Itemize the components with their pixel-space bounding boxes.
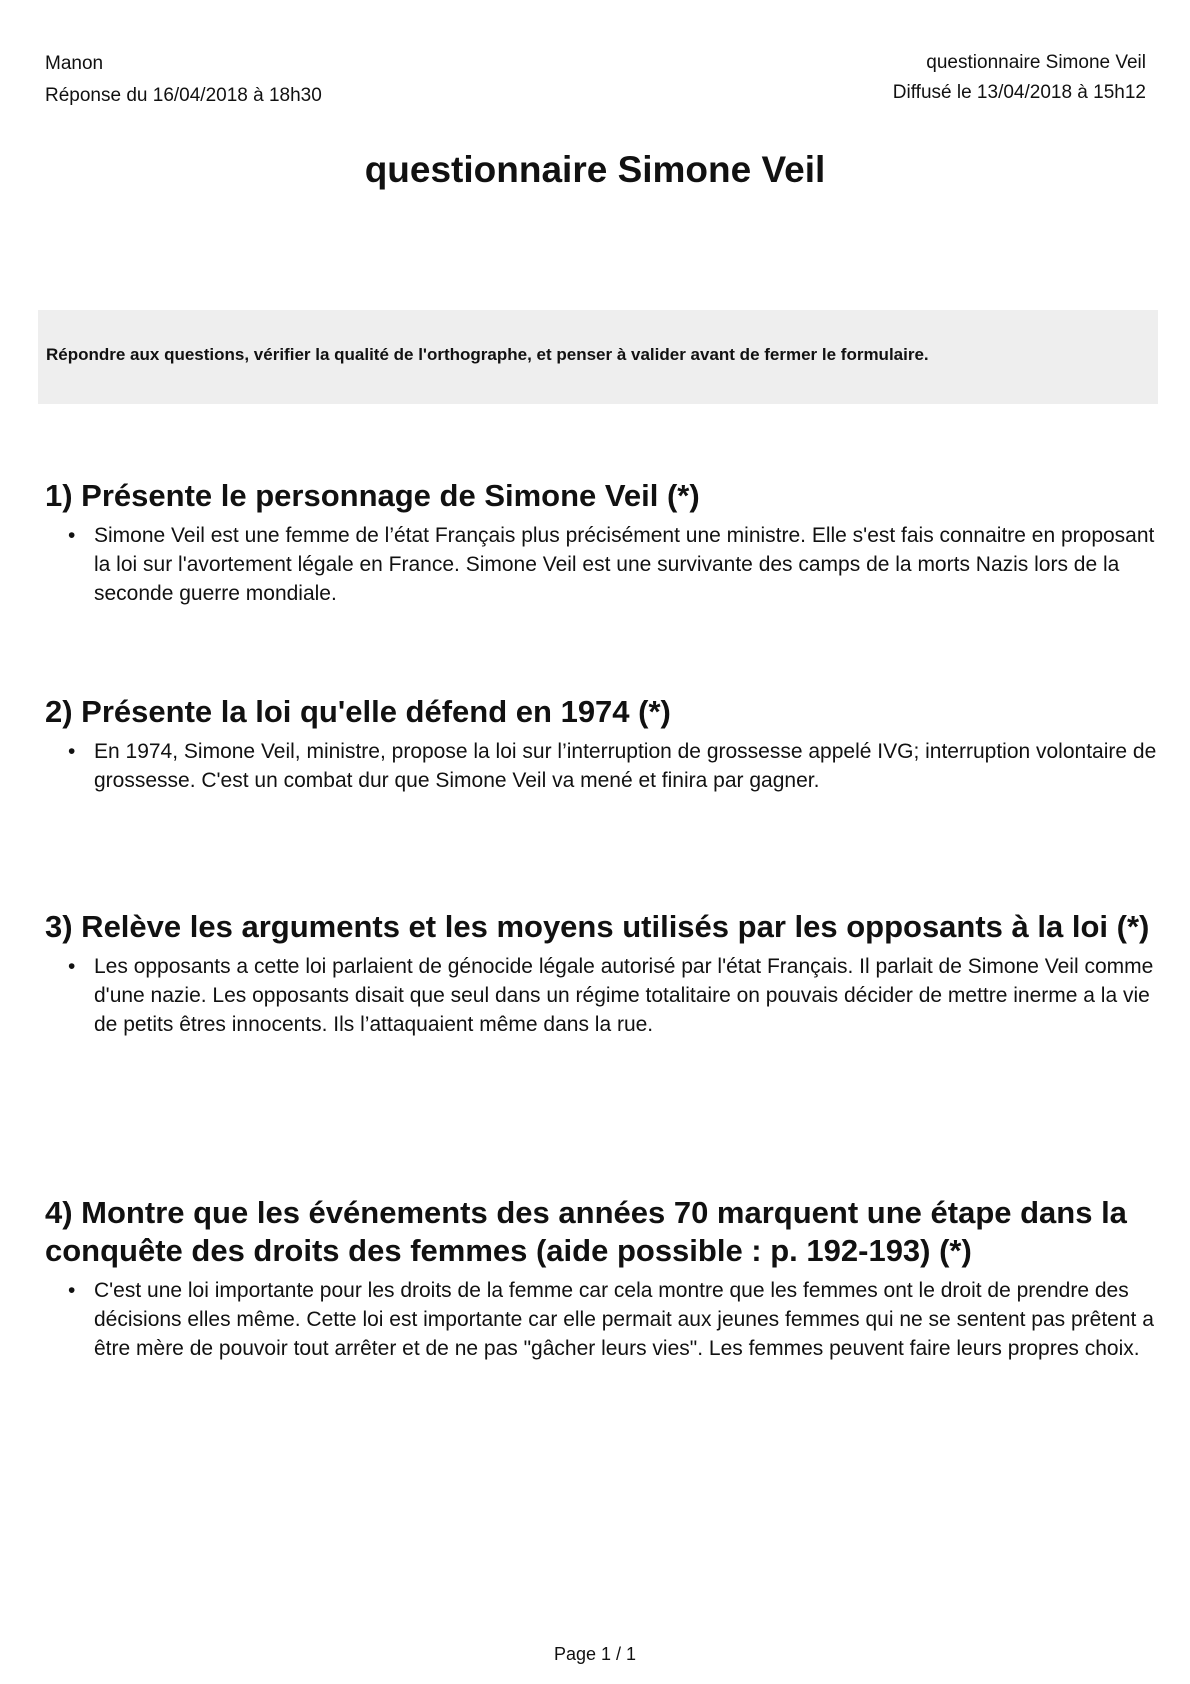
form-name: questionnaire Simone Veil [926, 52, 1146, 73]
question-title: 3) Relève les arguments et les moyens utilisés par les opposants à la loi (*) [45, 909, 1150, 944]
response-date: Réponse du 16/04/2018 à 18h30 [45, 85, 322, 106]
answer-text: Simone Veil est une femme de l’état Français plus précisément une ministre. Elle s'est fais connaitre en proposant la loi sur l'avortement légale en France. Simone Veil est une survivante des camps de la morts Nazis lors de la seconde guerre mondiale. [94, 524, 1155, 605]
question-title: 4) Montre que les événements des années 70 marquent une étape dans la conquête des droits des femmes (aide possible : p. 192-193) (*) [45, 1195, 1127, 1268]
answer-item [45, 1276, 1174, 1363]
bullet-icon: • [68, 524, 76, 547]
question-title: 2) Présente la loi qu'elle défend en 1974 (*) [45, 694, 671, 729]
question-title: 1) Présente le personnage de Simone Veil (*) [45, 478, 700, 513]
answer-text: Les opposants a cette loi parlaient de génocide légale autorisé par l'état Français. Il parlait de Simone Veil comme d'une nazie. Les opposants disait que seul dans un régime totalitaire on pouvais décider de mettre inerme a la vie de petits êtres innocents. Ils l’attaquaient même dans la rue. [94, 955, 1154, 1036]
answer-item [45, 952, 1174, 1039]
header-left [45, 48, 322, 112]
published-date: Diffusé le 13/04/2018 à 15h12 [892, 82, 1146, 103]
header-right [893, 48, 1146, 108]
page-number: Page 1 / 1 [553, 1644, 637, 1664]
answer-text: C'est une loi importante pour les droits de la femme car cela montre que les femmes ont le droit de prendre des décisions elles même. Cette loi est importante car elle permait aux jeunes femmes qui ne se sentent pas prêtent a être mère de pouvoir tout arrêter et de ne pas "gâcher leurs vies". Les femmes peuvent faire leurs propres choix. [94, 1279, 1154, 1360]
bullet-icon: • [68, 740, 76, 763]
bullet-icon: • [68, 955, 76, 978]
instructions-text: Répondre aux questions, vérifier la qualité de l'orthographe, et penser à valider avant de fermer le formulaire. [46, 345, 929, 364]
question-2 [45, 693, 1155, 795]
answer-item [45, 521, 1174, 608]
question-1 [45, 477, 1155, 608]
question-3 [45, 908, 1155, 1039]
question-4 [45, 1194, 1155, 1363]
instructions-box [38, 310, 1158, 404]
bullet-icon: • [68, 1279, 76, 1302]
page-title: questionnaire Simone Veil [364, 149, 826, 190]
answer-text: En 1974, Simone Veil, ministre, propose la loi sur l’interruption de grossesse appelé IVG; interruption volontaire de grossesse. C'est un combat dur que Simone Veil va mené et finira par gagner. [94, 740, 1157, 792]
answer-item [45, 737, 1174, 795]
student-name: Manon [45, 53, 104, 74]
